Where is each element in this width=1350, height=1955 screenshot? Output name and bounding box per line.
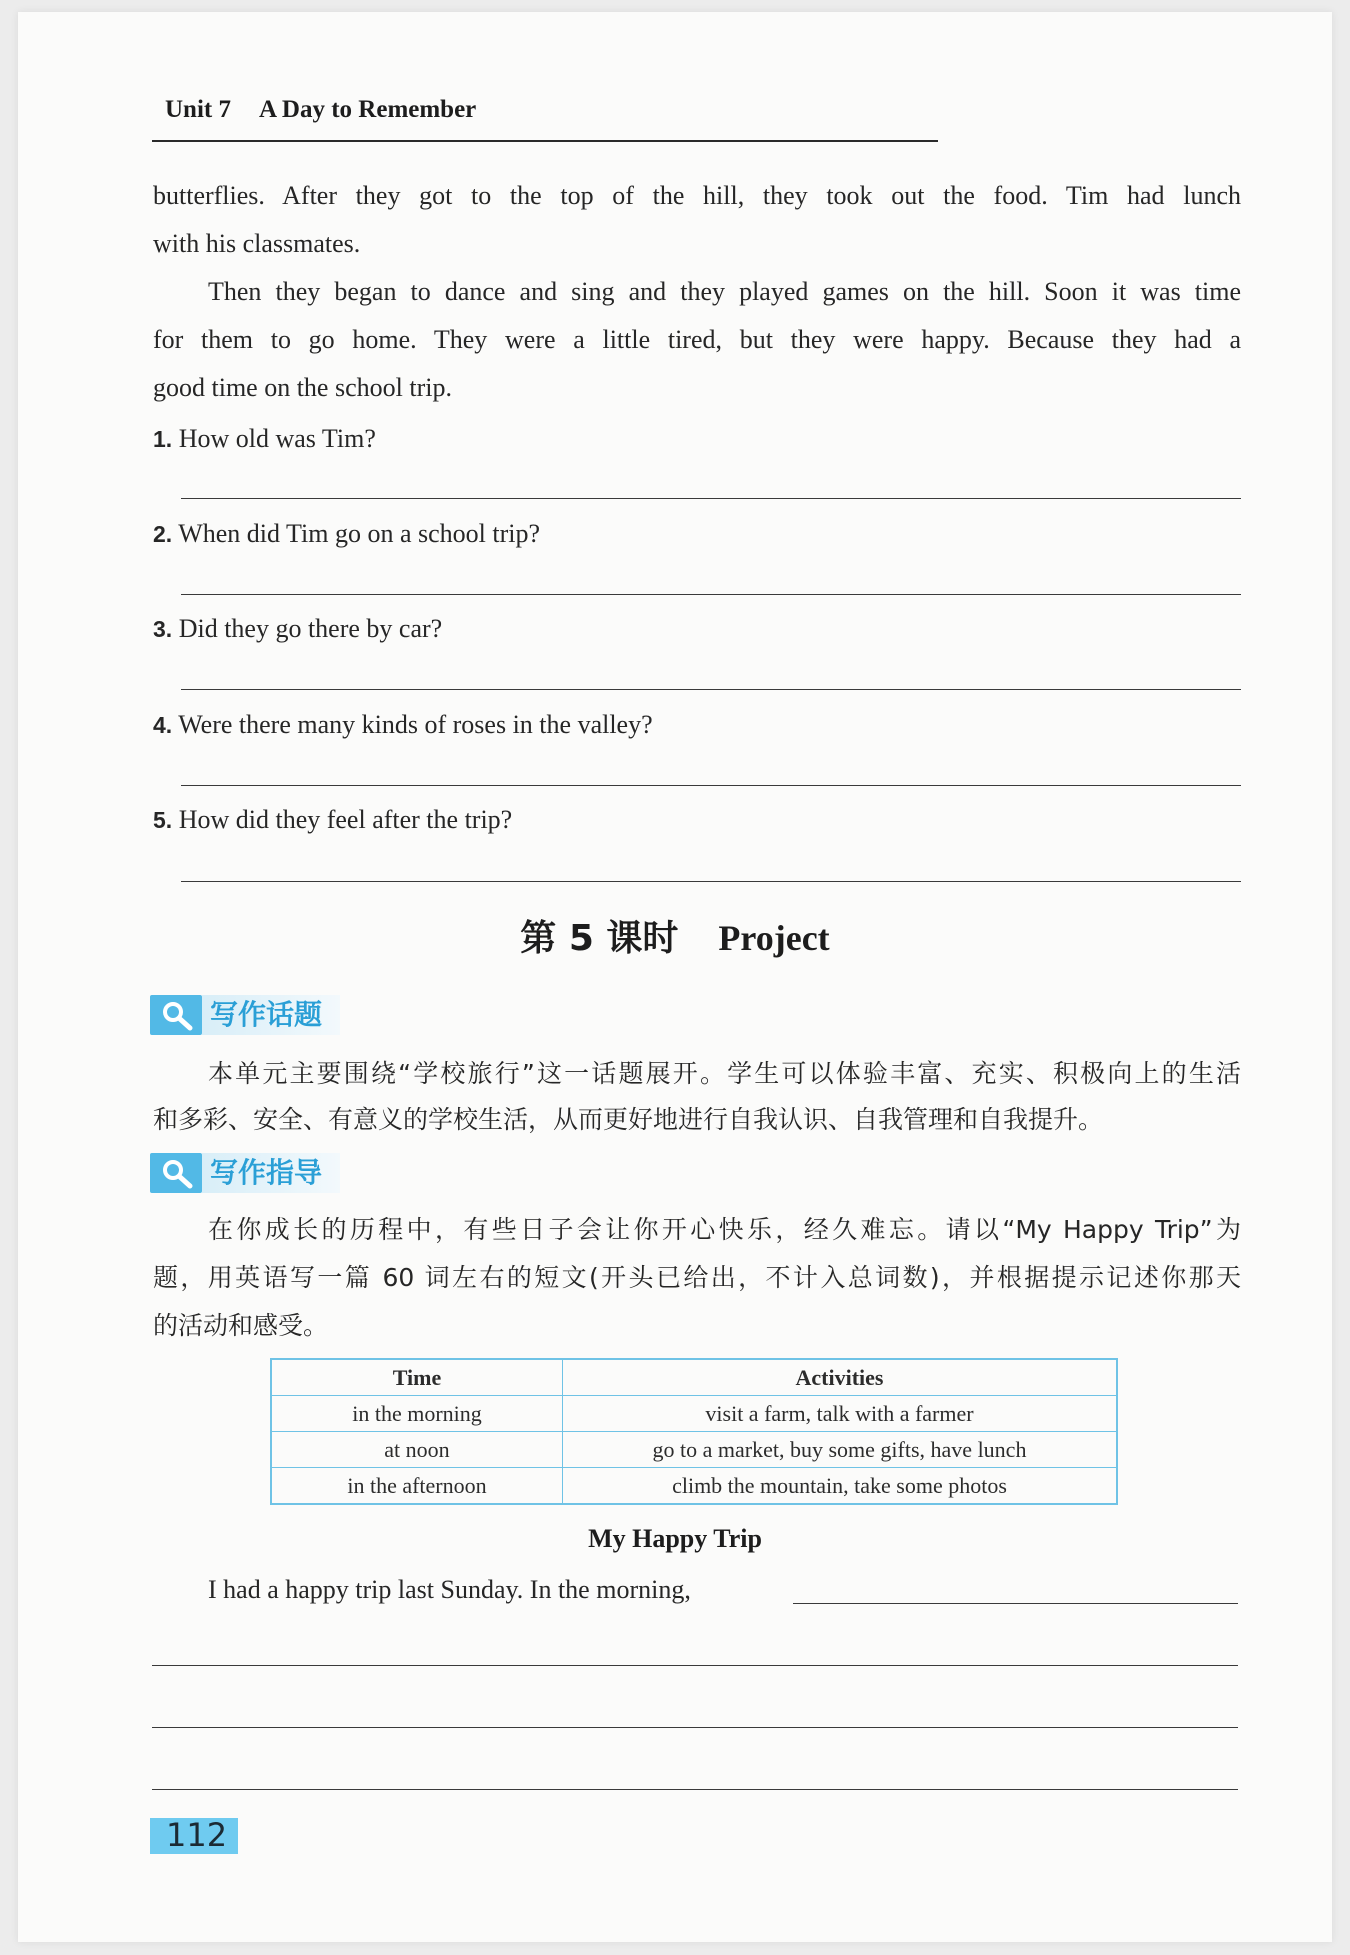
table-header-activities: Activities xyxy=(563,1359,1118,1396)
writing-line-4[interactable] xyxy=(152,1789,1238,1790)
magnifier-icon xyxy=(150,1153,202,1193)
question-number: 4. xyxy=(153,712,173,738)
question-text: Did they go there by car? xyxy=(178,614,443,643)
question-5 xyxy=(153,805,512,835)
unit-number: Unit 7 xyxy=(165,96,231,123)
table-header-time: Time xyxy=(271,1359,563,1396)
lesson-name: Project xyxy=(718,918,830,958)
question-text: How old was Tim? xyxy=(178,424,376,453)
reading-line-3: Then they began to dance and sing and they played games on the hill. Soon it was time xyxy=(208,277,1241,306)
question-number: 3. xyxy=(153,616,173,642)
reading-line-1: butterflies. After they got to the top of the hill, they took out the food. Tim had lunch xyxy=(153,181,1241,210)
writing-guide-label: 写作指导 xyxy=(202,1153,340,1193)
table-cell-time: in the afternoon xyxy=(271,1468,563,1505)
table-cell-activities: visit a farm, talk with a farmer xyxy=(563,1396,1118,1432)
question-number: 5. xyxy=(153,807,173,833)
question-number: 2. xyxy=(153,521,173,547)
page-number-badge xyxy=(150,1818,238,1854)
reading-line-4: for them to go home. They were a little tired, but they were happy. Because they had a xyxy=(153,325,1241,354)
table-cell-activities: go to a market, buy some gifts, have lunch xyxy=(563,1432,1118,1468)
table-row xyxy=(271,1432,1117,1468)
topic-line-2: 和多彩、安全、有意义的学校生活，从而更好地进行自我认识、自我管理和自我提升。 xyxy=(153,1105,1104,1134)
writing-line-3[interactable] xyxy=(152,1727,1238,1728)
answer-line-3[interactable] xyxy=(181,689,1241,690)
answer-line-4[interactable] xyxy=(181,785,1241,786)
table-cell-activities: climb the mountain, take some photos xyxy=(563,1468,1118,1505)
topic-line-1: 本单元主要围绕“学校旅行”这一话题展开。学生可以体验丰富、充实、积极向上的生活 xyxy=(208,1059,1241,1088)
answer-line-1[interactable] xyxy=(181,498,1241,499)
essay-opening: I had a happy trip last Sunday. In the morning, xyxy=(208,1575,691,1604)
header-rule xyxy=(152,140,938,142)
guide-line-3: 的活动和感受。 xyxy=(153,1311,329,1340)
writing-line-1[interactable] xyxy=(793,1603,1238,1604)
question-4 xyxy=(153,710,653,740)
question-1 xyxy=(153,424,376,454)
question-text: When did Tim go on a school trip? xyxy=(178,519,541,548)
question-3 xyxy=(153,614,442,644)
table-row xyxy=(271,1468,1117,1505)
question-text: Were there many kinds of roses in the valley? xyxy=(178,710,653,739)
table-row xyxy=(271,1396,1117,1432)
question-text: How did they feel after the trip? xyxy=(178,805,513,834)
lesson-number: 第 5 课时 xyxy=(520,918,679,959)
page-number: 112 xyxy=(166,1816,228,1854)
essay-title: My Happy Trip xyxy=(588,1524,762,1553)
lesson-title xyxy=(0,910,1350,961)
question-2 xyxy=(153,519,540,549)
question-number: 1. xyxy=(153,426,173,452)
table-cell-time: in the morning xyxy=(271,1396,563,1432)
writing-guide-badge xyxy=(150,1153,340,1193)
table-header-row xyxy=(271,1359,1117,1396)
magnifier-icon xyxy=(150,995,202,1035)
unit-header xyxy=(165,96,476,124)
table-cell-time: at noon xyxy=(271,1432,563,1468)
guide-line-1: 在你成长的历程中，有些日子会让你开心快乐，经久难忘。请以“My Happy Trip”为 xyxy=(208,1215,1241,1244)
activities-table xyxy=(270,1358,1118,1505)
reading-line-2: with his classmates. xyxy=(153,229,361,258)
writing-line-2[interactable] xyxy=(152,1665,1238,1666)
reading-line-5: good time on the school trip. xyxy=(153,373,452,402)
guide-line-2: 题，用英语写一篇 60 词左右的短文(开头已给出，不计入总词数)，并根据提示记述你那天 xyxy=(153,1263,1241,1292)
writing-topic-badge xyxy=(150,995,340,1035)
writing-topic-label: 写作话题 xyxy=(202,995,340,1035)
unit-title: A Day to Remember xyxy=(258,96,477,123)
answer-line-2[interactable] xyxy=(181,594,1241,595)
answer-line-5[interactable] xyxy=(181,881,1241,882)
